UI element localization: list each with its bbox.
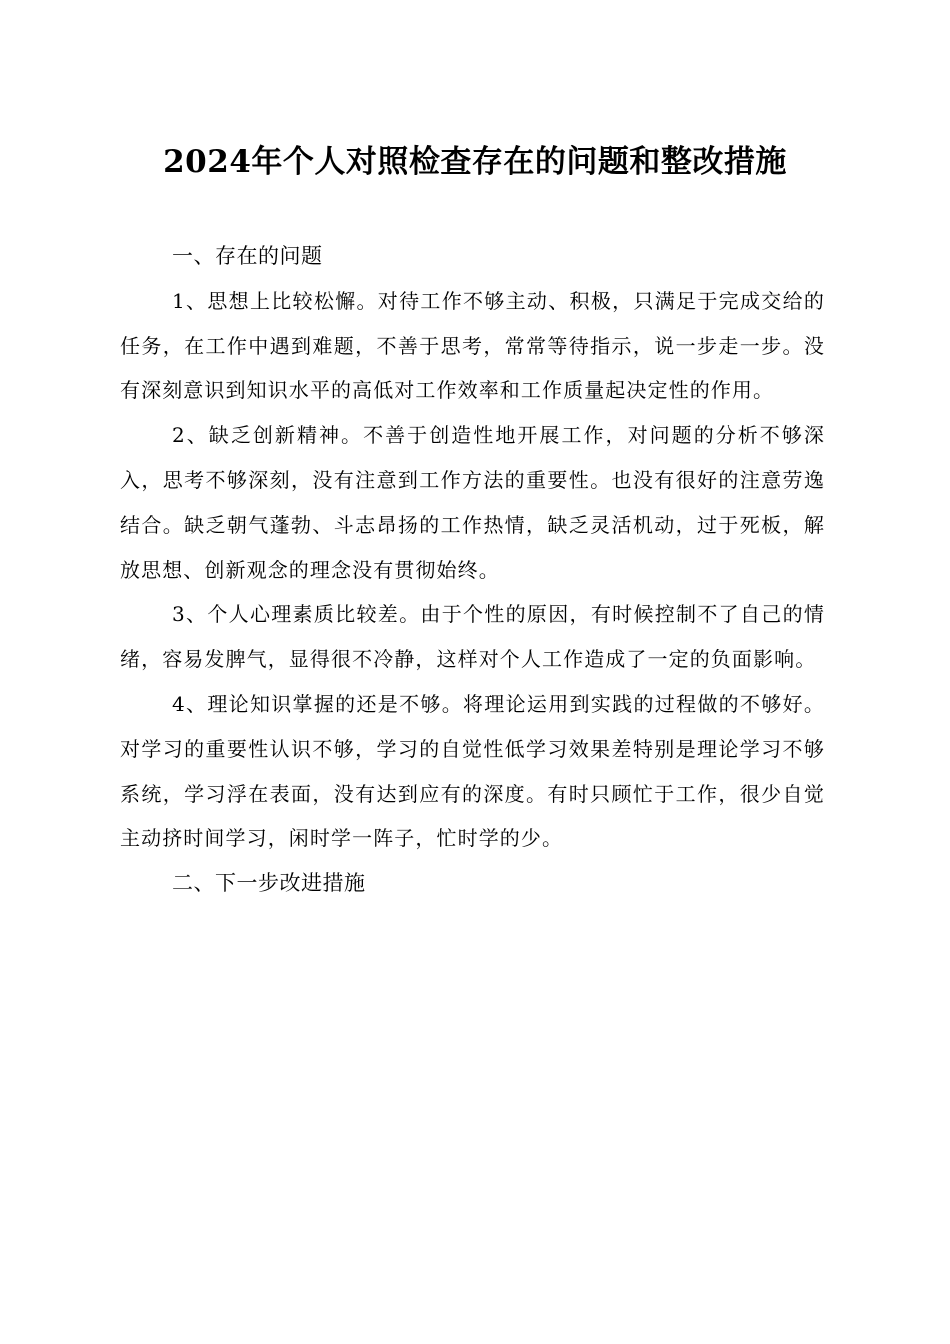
section-heading-problems: 一、存在的问题 (172, 244, 323, 268)
section-heading-measures: 二、下一步改进措施 (172, 871, 366, 896)
document-title: 2024年个人对照检查存在的问题和整改措施 (163, 144, 787, 180)
paragraph-2: 2、缺乏创新精神。不善于创造性地开展工作，对问题的分析不够深入，思考不够深刻，没有注意到工作方法的重要性。也没有很好的注意劳逸结合。缺乏朝气蓬勃、斗志昂扬的工作热情，缺乏灵活机动，过于死板，解放思想、创新观念的理念没有贯彻始终。 (120, 423, 825, 582)
paragraph-4: 4、理论知识掌握的还是不够。将理论运用到实践的过程做的不够好。对学习的重要性认识不够，学习的自觉性低学习效果差特别是理论学习不够系统，学习浮在表面，没有达到应有的深度。有时只顾忙于工作，很少自觉主动挤时间学习，闲时学一阵子，忙时学的少。 (120, 691, 825, 851)
paragraph-1: 1、思想上比较松懈。对待工作不够主动、积极，只满足于完成交给的任务，在工作中遇到难题，不善于思考，常常等待指示，说一步走一步。没有深刻意识到知识水平的高低对工作效率和工作质量起决定性的作用。 (120, 288, 825, 403)
paragraph-3: 3、个人心理素质比较差。由于个性的原因，有时候控制不了自己的情绪，容易发脾气，显得很不冷静，这样对个人工作造成了一定的负面影响。 (120, 602, 825, 672)
document-body (120, 234, 825, 906)
